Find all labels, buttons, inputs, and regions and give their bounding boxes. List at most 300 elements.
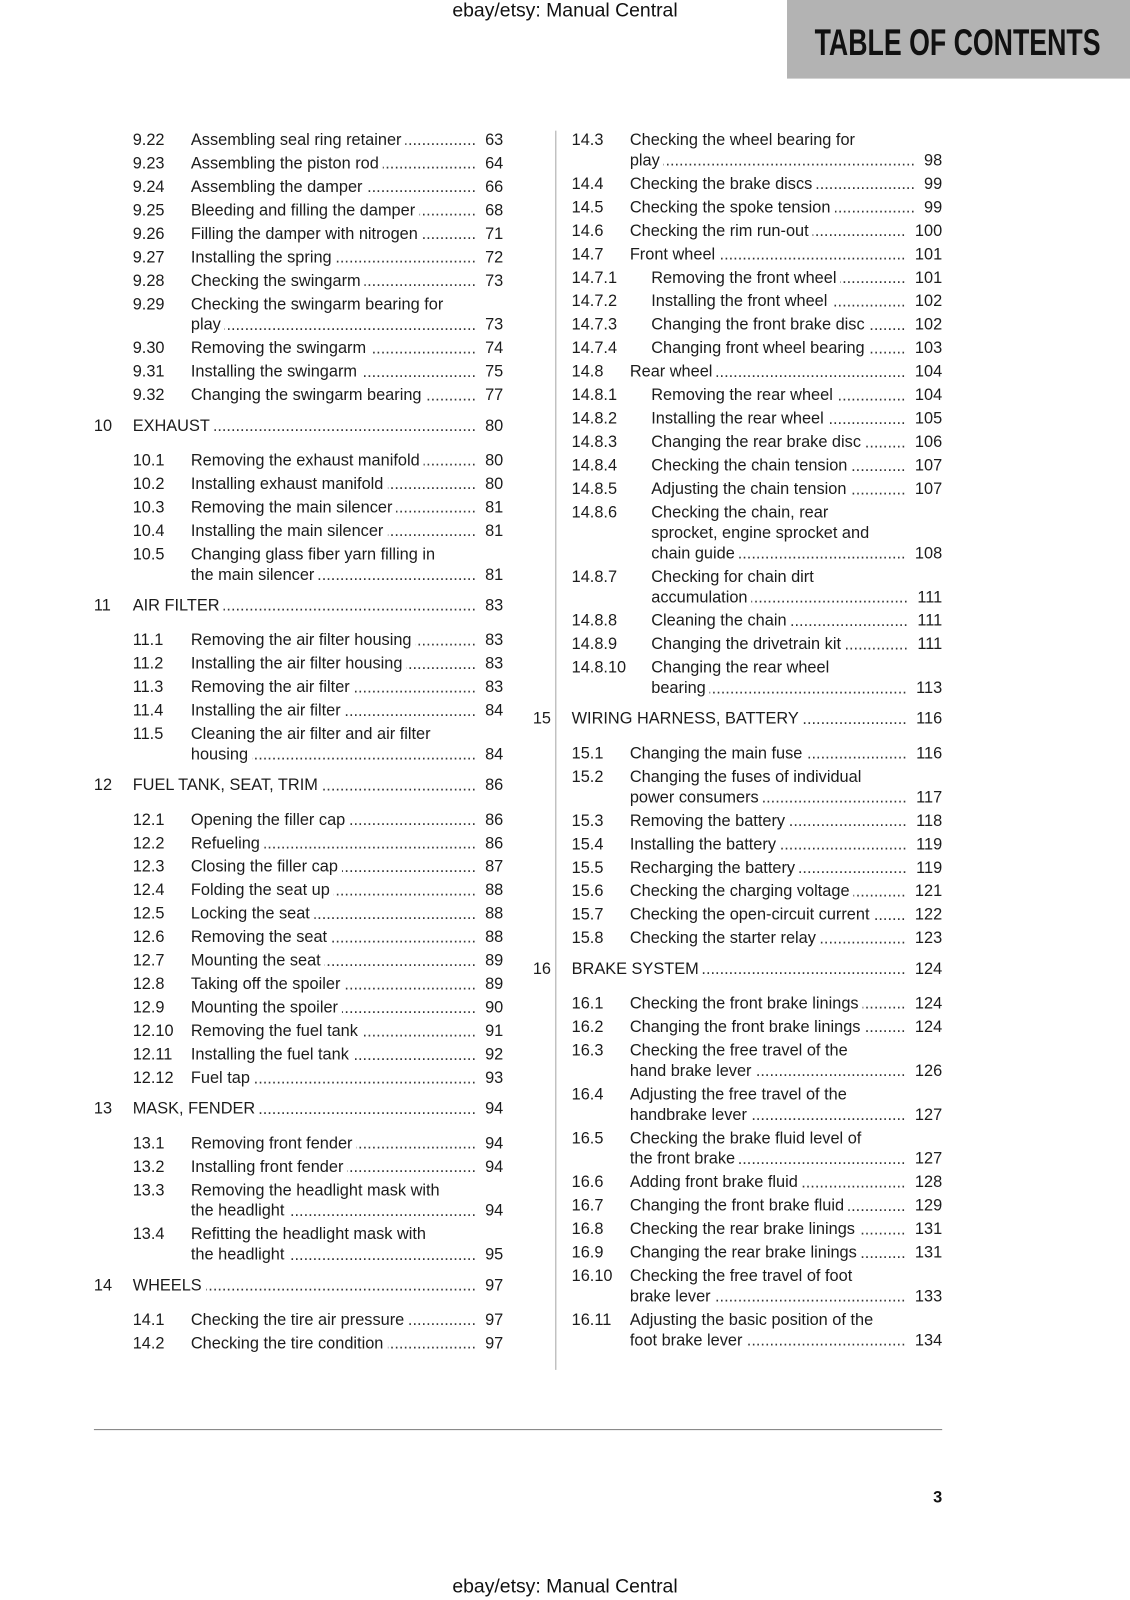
entry-title-line bbox=[572, 709, 943, 729]
entry-number: 9.22 bbox=[132, 131, 165, 150]
entry-page-number: 111 bbox=[917, 635, 943, 654]
toc-section-entry bbox=[94, 928, 503, 948]
entry-title-line bbox=[651, 503, 942, 523]
entry-title-text: Changing the main fuse bbox=[629, 745, 803, 763]
entry-title-line bbox=[191, 362, 503, 382]
dot-leader bbox=[344, 975, 475, 995]
dot-leader bbox=[206, 1276, 476, 1296]
toc-section-entry bbox=[94, 498, 503, 518]
entry-page-number: 81 bbox=[485, 522, 504, 540]
toc-section-entry bbox=[533, 929, 942, 949]
dot-leader bbox=[799, 858, 907, 878]
entry-number: 10.3 bbox=[132, 499, 165, 517]
entry-number: 16.5 bbox=[571, 1130, 604, 1148]
entry-title bbox=[191, 678, 503, 698]
toc-column-left bbox=[94, 131, 503, 1358]
entry-title bbox=[191, 1134, 503, 1154]
dot-leader bbox=[383, 154, 476, 174]
entry-title bbox=[191, 178, 503, 198]
entry-title-line bbox=[651, 544, 942, 564]
entry-title bbox=[191, 339, 503, 359]
entry-title-line bbox=[630, 1311, 942, 1331]
entry-number: 14.5 bbox=[571, 199, 604, 217]
entry-title bbox=[133, 1276, 504, 1296]
entry-page-number: 101 bbox=[914, 269, 943, 287]
entry-title bbox=[630, 198, 942, 218]
entry-page-number: 124 bbox=[914, 960, 943, 978]
entry-title bbox=[630, 1243, 942, 1263]
entry-title-line bbox=[133, 1276, 504, 1296]
toc-section-entry bbox=[533, 835, 942, 855]
toc-section-entry bbox=[533, 362, 942, 382]
entry-page-number: 83 bbox=[485, 597, 504, 615]
entry-number: 9.31 bbox=[132, 363, 165, 381]
dot-leader bbox=[813, 222, 906, 242]
entry-title bbox=[191, 1022, 503, 1042]
entry-title-line bbox=[191, 225, 503, 245]
entry-title-line bbox=[651, 315, 942, 335]
entry-title-line bbox=[191, 315, 503, 335]
entry-title-text: Adding front brake fluid bbox=[629, 1173, 798, 1192]
entry-title-text: foot brake lever bbox=[629, 1332, 743, 1350]
entry-page-number: 91 bbox=[485, 1022, 504, 1041]
entry-page-number: 116 bbox=[916, 745, 943, 763]
entry-title bbox=[191, 810, 503, 830]
entry-page-number: 93 bbox=[485, 1069, 504, 1088]
dot-leader bbox=[780, 835, 907, 855]
entry-title-text: Changing the front brake disc bbox=[651, 316, 865, 334]
dot-leader bbox=[841, 268, 906, 288]
entry-title-line bbox=[630, 198, 942, 218]
dot-leader bbox=[869, 339, 906, 359]
entry-number: 15.2 bbox=[571, 768, 604, 787]
entry-number: 11.1 bbox=[132, 631, 164, 650]
entry-title-line bbox=[191, 834, 503, 854]
entry-number: 12.1 bbox=[132, 811, 165, 829]
entry-title-text: Removing the headlight mask with bbox=[190, 1182, 440, 1200]
entry-title bbox=[630, 929, 942, 949]
entry-title-text: Removing the seat bbox=[190, 928, 328, 947]
entry-number: 12.6 bbox=[132, 928, 165, 947]
entry-title bbox=[630, 1196, 942, 1216]
entry-title-text: Checking for chain dirt bbox=[651, 568, 814, 586]
toc-section-entry bbox=[94, 1134, 503, 1154]
entry-title bbox=[191, 451, 503, 471]
entry-title bbox=[630, 222, 942, 242]
entry-page-number: 113 bbox=[916, 679, 943, 698]
entry-title-text: Checking the free travel of foot bbox=[629, 1267, 853, 1286]
entry-title-line bbox=[191, 1225, 503, 1245]
entry-title bbox=[191, 1334, 503, 1354]
entry-title-line bbox=[630, 1220, 942, 1240]
toc-subsection-entry bbox=[533, 456, 942, 476]
entry-title bbox=[133, 596, 504, 616]
entry-title bbox=[191, 928, 503, 948]
entry-title bbox=[191, 522, 503, 542]
dot-leader bbox=[342, 857, 476, 877]
entry-page-number: 73 bbox=[485, 272, 504, 290]
entry-title bbox=[651, 339, 942, 359]
entry-title bbox=[630, 882, 942, 902]
entry-number: 13.3 bbox=[132, 1182, 165, 1200]
entry-title-line bbox=[630, 1196, 942, 1216]
entry-title bbox=[191, 225, 503, 245]
dot-leader bbox=[419, 201, 476, 221]
entry-title-text: play bbox=[629, 152, 660, 170]
entry-title bbox=[630, 744, 942, 764]
entry-page-number: 129 bbox=[914, 1197, 943, 1215]
dot-leader bbox=[837, 386, 906, 406]
section-title: TABLE OF CONTENTS bbox=[814, 21, 1101, 64]
entry-title bbox=[630, 1018, 942, 1038]
dot-leader bbox=[331, 928, 476, 948]
entry-title-text: Installing front fender bbox=[190, 1158, 344, 1176]
toc-subsection-entry bbox=[533, 480, 942, 500]
toc-section-entry bbox=[94, 654, 503, 674]
entry-page-number: 94 bbox=[485, 1202, 504, 1220]
entry-title-line bbox=[651, 386, 942, 406]
entry-title bbox=[630, 812, 942, 832]
toc-section-entry bbox=[94, 339, 503, 359]
dot-leader bbox=[361, 362, 476, 382]
entry-title-line bbox=[191, 451, 503, 471]
entry-title-line bbox=[191, 339, 503, 359]
entry-title-line bbox=[133, 776, 504, 796]
toc-section-entry bbox=[94, 178, 503, 198]
entry-page-number: 106 bbox=[914, 433, 943, 452]
entry-title-text: Changing the rear brake disc bbox=[651, 433, 861, 452]
toc-section-entry bbox=[94, 834, 503, 854]
toc-subsection-entry bbox=[533, 315, 942, 335]
dot-leader bbox=[803, 709, 907, 729]
entry-title-text: accumulation bbox=[651, 588, 748, 607]
toc-section-entry bbox=[94, 998, 503, 1018]
entry-title-line bbox=[191, 998, 503, 1018]
entry-title bbox=[191, 904, 503, 924]
entry-title-line bbox=[651, 268, 942, 288]
entry-number: 15.5 bbox=[571, 859, 604, 877]
page-number: 3 bbox=[933, 1489, 943, 1507]
entry-number: 15.4 bbox=[571, 836, 604, 854]
entry-number: 14.7.3 bbox=[571, 316, 618, 334]
entry-number: 14.8.3 bbox=[571, 433, 618, 452]
entry-page-number: 102 bbox=[914, 292, 943, 311]
entry-number: 10 bbox=[93, 417, 113, 435]
entry-number: 12.8 bbox=[132, 975, 165, 994]
dot-leader bbox=[254, 1069, 476, 1089]
entry-title-text: housing bbox=[190, 746, 249, 764]
entry-title bbox=[651, 315, 942, 335]
entry-title-line bbox=[651, 524, 942, 544]
dot-leader bbox=[746, 1331, 905, 1351]
entry-number: 12.5 bbox=[132, 905, 165, 923]
entry-title bbox=[191, 631, 503, 651]
dot-leader bbox=[865, 433, 906, 453]
dot-leader bbox=[264, 834, 476, 854]
entry-title-text: Changing the rear wheel bbox=[651, 659, 830, 677]
entry-page-number: 97 bbox=[485, 1276, 504, 1295]
entry-title-text: Assembling the piston rod bbox=[190, 155, 379, 173]
entry-page-number: 98 bbox=[924, 152, 943, 170]
entry-number: 16.8 bbox=[571, 1220, 604, 1239]
dot-leader bbox=[367, 178, 476, 198]
toc-subsection-entry bbox=[533, 568, 942, 609]
entry-title-text: Fuel tap bbox=[190, 1069, 250, 1088]
entry-title-line bbox=[191, 1181, 503, 1201]
entry-title-text: the front brake bbox=[629, 1150, 736, 1168]
dot-leader bbox=[854, 882, 906, 902]
dot-leader bbox=[424, 451, 476, 471]
entry-title bbox=[191, 654, 503, 674]
entry-title bbox=[630, 131, 942, 172]
entry-title bbox=[630, 175, 942, 195]
entry-page-number: 66 bbox=[485, 178, 504, 196]
entry-title-text: Refitting the headlight mask with bbox=[190, 1225, 427, 1244]
entry-number: 9.23 bbox=[132, 155, 165, 173]
entry-title-line bbox=[630, 788, 942, 808]
dot-leader bbox=[396, 498, 475, 518]
entry-title-text: Changing glass fiber yarn filling in bbox=[190, 546, 436, 564]
entry-title bbox=[651, 386, 942, 406]
entry-title bbox=[191, 1225, 503, 1266]
entry-title bbox=[133, 776, 504, 796]
toc-column-right bbox=[533, 131, 942, 1355]
entry-title-text: Changing the front brake fluid bbox=[629, 1197, 845, 1215]
entry-title-line bbox=[630, 835, 942, 855]
entry-number: 11.3 bbox=[132, 678, 164, 697]
entry-title-text: Closing the filler cap bbox=[190, 858, 338, 876]
entry-page-number: 123 bbox=[914, 929, 943, 948]
toc-section-entry bbox=[533, 1196, 942, 1216]
entry-title-line bbox=[651, 658, 942, 678]
entry-title-text: Installing the battery bbox=[629, 836, 777, 854]
dot-leader bbox=[387, 522, 475, 542]
toc-chapter-entry bbox=[94, 1099, 503, 1119]
footer-rule bbox=[94, 1429, 942, 1430]
entry-number: 12.11 bbox=[132, 1046, 173, 1064]
entry-number: 9.29 bbox=[132, 296, 165, 314]
dot-leader bbox=[370, 339, 476, 359]
dot-leader bbox=[739, 544, 906, 564]
entry-number: 10.1 bbox=[132, 452, 165, 470]
entry-title-line bbox=[630, 1331, 942, 1351]
entry-title-text: Checking the brake discs bbox=[629, 175, 813, 193]
entry-title-text: Checking the chain, rear bbox=[651, 504, 829, 522]
dot-leader bbox=[816, 175, 914, 195]
entry-title-line bbox=[630, 1062, 942, 1082]
dot-leader bbox=[851, 456, 905, 476]
entry-number: 15 bbox=[532, 710, 552, 728]
dot-leader bbox=[848, 1196, 906, 1216]
dot-leader bbox=[347, 1158, 475, 1178]
entry-title-line bbox=[651, 433, 942, 453]
entry-number: 12.4 bbox=[132, 881, 165, 900]
entry-number: 16.6 bbox=[571, 1173, 604, 1192]
dot-leader bbox=[365, 272, 476, 292]
entry-number: 10.5 bbox=[132, 546, 165, 564]
entry-title-line bbox=[191, 566, 503, 586]
entry-title-line bbox=[630, 222, 942, 242]
entry-title-text: Filling the damper with nitrogen bbox=[190, 225, 418, 243]
entry-title-text: Locking the seat bbox=[190, 905, 310, 923]
entry-page-number: 116 bbox=[916, 710, 943, 728]
dot-leader bbox=[874, 905, 906, 925]
entry-title bbox=[630, 1129, 942, 1170]
dot-leader bbox=[710, 679, 907, 699]
entry-title-text: Checking the rear brake linings bbox=[629, 1220, 855, 1239]
dot-leader bbox=[851, 480, 906, 500]
dot-leader bbox=[664, 151, 915, 171]
entry-title-text: Changing the rear brake linings bbox=[629, 1244, 857, 1262]
toc-section-entry bbox=[94, 154, 503, 174]
entry-title-line bbox=[630, 1267, 942, 1287]
entry-title-line bbox=[191, 928, 503, 948]
entry-title bbox=[630, 1267, 942, 1308]
entry-title-line bbox=[191, 1158, 503, 1178]
entry-page-number: 87 bbox=[485, 858, 504, 876]
toc-subsection-entry bbox=[533, 339, 942, 359]
entry-page-number: 107 bbox=[914, 457, 943, 475]
dot-leader bbox=[357, 1134, 476, 1154]
entry-number: 12.3 bbox=[132, 858, 165, 876]
entry-title-text: Removing the rear wheel bbox=[651, 386, 833, 405]
entry-title bbox=[651, 480, 942, 500]
entry-page-number: 134 bbox=[914, 1332, 943, 1350]
entry-page-number: 89 bbox=[485, 952, 504, 970]
dot-leader bbox=[717, 362, 906, 382]
dot-leader bbox=[387, 475, 475, 495]
dot-leader bbox=[752, 588, 909, 608]
dot-leader bbox=[387, 1334, 475, 1354]
toc-section-entry bbox=[533, 245, 942, 265]
entry-number: 12.7 bbox=[132, 952, 165, 970]
dot-leader bbox=[325, 951, 476, 971]
entry-title bbox=[191, 1311, 503, 1331]
entry-page-number: 100 bbox=[914, 222, 943, 240]
entry-title bbox=[651, 503, 942, 564]
entry-title bbox=[191, 725, 503, 766]
entry-title-line bbox=[133, 416, 504, 436]
dot-leader bbox=[259, 1099, 476, 1119]
entry-number: 14.7.1 bbox=[571, 269, 618, 287]
entry-title-text: Assembling the damper bbox=[190, 178, 363, 196]
dot-leader bbox=[739, 1149, 906, 1169]
entry-page-number: 89 bbox=[485, 975, 504, 994]
entry-page-number: 131 bbox=[914, 1244, 943, 1262]
dot-leader bbox=[289, 1245, 476, 1265]
toc-section-entry bbox=[533, 1267, 942, 1308]
entry-page-number: 103 bbox=[914, 339, 943, 358]
entry-title-text: Checking the charging voltage bbox=[629, 882, 850, 901]
entry-number: 14.8.2 bbox=[571, 410, 618, 428]
entry-page-number: 99 bbox=[924, 199, 943, 217]
dot-leader bbox=[831, 292, 905, 312]
entry-title-text: Changing the swingarm bearing bbox=[190, 386, 422, 405]
entry-number: 12.12 bbox=[132, 1069, 174, 1088]
toc-section-entry bbox=[94, 201, 503, 221]
entry-title-line bbox=[630, 1129, 942, 1149]
entry-number: 16.11 bbox=[571, 1311, 612, 1330]
dot-leader bbox=[861, 1243, 906, 1263]
entry-number: 9.25 bbox=[132, 202, 165, 220]
entry-number: 12.9 bbox=[132, 999, 165, 1017]
entry-page-number: 124 bbox=[914, 995, 943, 1013]
entry-page-number: 118 bbox=[916, 812, 943, 830]
entry-title-text: Removing the fuel tank bbox=[190, 1022, 358, 1041]
entry-title-line bbox=[651, 588, 942, 608]
entry-page-number: 128 bbox=[914, 1173, 943, 1192]
entry-number: 14.8.5 bbox=[571, 480, 618, 499]
entry-number: 9.30 bbox=[132, 339, 165, 358]
entry-page-number: 83 bbox=[485, 678, 504, 697]
entry-number: 11.4 bbox=[132, 702, 164, 720]
entry-title-line bbox=[191, 701, 503, 721]
entry-page-number: 84 bbox=[485, 702, 504, 720]
entry-title-line bbox=[191, 248, 503, 268]
entry-page-number: 99 bbox=[924, 175, 943, 193]
entry-page-number: 94 bbox=[485, 1158, 504, 1176]
entry-number: 11.2 bbox=[132, 655, 164, 673]
entry-title-text: Checking the wheel bearing for bbox=[629, 131, 855, 150]
entry-title bbox=[630, 1173, 942, 1193]
entry-title bbox=[191, 881, 503, 901]
entry-title-text: WHEELS bbox=[132, 1276, 202, 1295]
dot-leader bbox=[859, 1220, 906, 1240]
entry-title-text: Adjusting the chain tension bbox=[651, 480, 847, 499]
entry-title-line bbox=[191, 498, 503, 518]
toc-subsection-entry bbox=[533, 292, 942, 312]
entry-title-text: Checking the rim run-out bbox=[629, 222, 809, 240]
entry-title bbox=[630, 1220, 942, 1240]
entry-page-number: 108 bbox=[914, 545, 943, 563]
entry-title-text: Removing front fender bbox=[190, 1135, 353, 1153]
toc-section-entry bbox=[94, 272, 503, 292]
entry-title-text: Recharging the battery bbox=[629, 859, 796, 877]
entry-title bbox=[572, 709, 943, 729]
entry-title bbox=[630, 245, 942, 265]
entry-title-text: play bbox=[190, 316, 221, 334]
entry-page-number: 77 bbox=[485, 386, 504, 405]
entry-page-number: 131 bbox=[914, 1220, 943, 1239]
entry-number: 15.8 bbox=[571, 929, 604, 948]
toc-section-entry bbox=[94, 295, 503, 336]
entry-page-number: 63 bbox=[485, 131, 504, 150]
entry-title-line bbox=[630, 882, 942, 902]
entry-page-number: 117 bbox=[916, 789, 943, 807]
entry-title-line bbox=[651, 339, 942, 359]
entry-number: 14.8.1 bbox=[571, 386, 618, 405]
entry-title bbox=[191, 998, 503, 1018]
entry-title-text: FUEL TANK, SEAT, TRIM bbox=[132, 776, 318, 795]
entry-number: 14.8.10 bbox=[571, 659, 627, 677]
toc-chapter-entry bbox=[533, 709, 942, 729]
entry-page-number: 127 bbox=[914, 1106, 943, 1124]
entry-page-number: 88 bbox=[485, 881, 504, 900]
entry-number: 15.7 bbox=[571, 906, 604, 924]
toc-section-entry bbox=[533, 994, 942, 1014]
entry-number: 12 bbox=[93, 776, 113, 795]
entry-title-line bbox=[630, 929, 942, 949]
entry-number: 9.27 bbox=[132, 249, 165, 267]
entry-number: 9.26 bbox=[132, 225, 165, 243]
toc-section-entry bbox=[94, 904, 503, 924]
entry-title-line bbox=[191, 904, 503, 924]
entry-title-line bbox=[191, 975, 503, 995]
dot-leader bbox=[349, 810, 476, 830]
toc-section-entry bbox=[94, 857, 503, 877]
entry-title-line bbox=[191, 201, 503, 221]
entry-number: 12.10 bbox=[132, 1022, 174, 1041]
